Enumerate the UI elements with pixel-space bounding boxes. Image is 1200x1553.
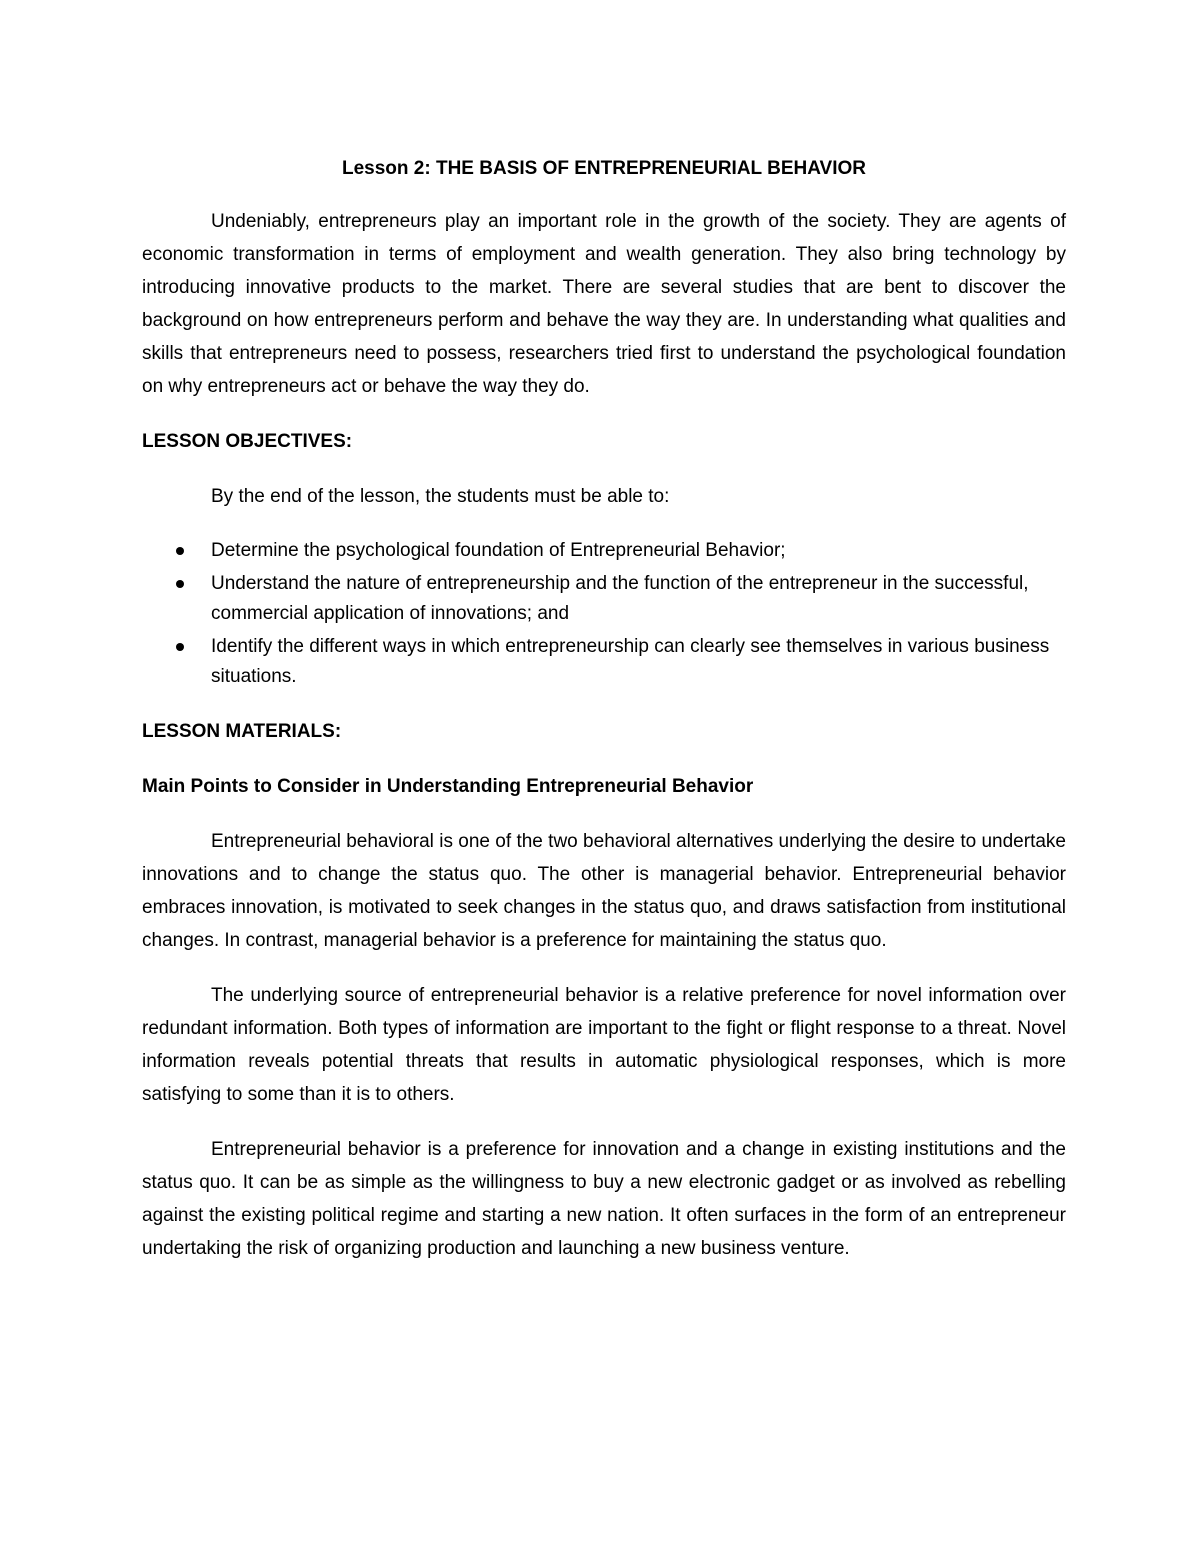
body-paragraph: Entrepreneurial behavioral is one of the two behavioral alternatives underlying the desire to undertake innovations and to change the status quo. The other is managerial behavior. Entrepreneurial behavior embraces innovation, is motivated to seek changes in the status quo, and draws satisfaction from institutional changes. In contrast, managerial behavior is a preference for maintaining the status quo. — [142, 831, 1066, 951]
bullet-icon — [176, 643, 184, 651]
objective-text: Identify the different ways in which entrepreneurship can clearly see themselves in various business situations. — [211, 636, 1050, 687]
document-body — [142, 152, 1066, 1265]
lesson-title: Lesson 2: THE BASIS OF ENTREPRENEURIAL BEHAVIOR — [342, 158, 866, 179]
list-item — [142, 569, 1066, 629]
bullet-icon — [176, 547, 184, 555]
objectives-heading: LESSON OBJECTIVES: — [142, 431, 353, 452]
body-paragraph: The underlying source of entrepreneurial behavior is a relative preference for novel information over redundant information. Both types of information are important to the fight or flight response to a threat. Novel information reveals potential threats that results in automatic physiological responses, which is more satisfying to some than it is to others. — [142, 985, 1066, 1105]
list-item — [142, 632, 1066, 692]
objective-text: Determine the psychological foundation of Entrepreneurial Behavior; — [211, 540, 786, 561]
intro-paragraph: Undeniably, entrepreneurs play an important role in the growth of the society. They are agents of economic transformation in terms of employment and wealth generation. They also bring technology by introducing innovative products to the market. There are several studies that are bent to discover the background on how entrepreneurs perform and behave the way they are. In understanding what qualities and skills that entrepreneurs need to possess, researchers tried first to understand the psychological foundation on why entrepreneurs act or behave the way they do. — [142, 211, 1066, 397]
objective-text: Understand the nature of entrepreneurship and the function of the entrepreneur in the successful, commercial application of innovations; and — [211, 573, 1029, 624]
objectives-list — [142, 536, 1066, 692]
list-item — [142, 536, 1066, 566]
objectives-lead: By the end of the lesson, the students must be able to: — [211, 486, 670, 507]
materials-heading: LESSON MATERIALS: — [142, 721, 342, 742]
bullet-icon — [176, 580, 184, 588]
section-heading: Main Points to Consider in Understanding Entrepreneurial Behavior — [142, 776, 754, 797]
body-paragraph: Entrepreneurial behavior is a preference for innovation and a change in existing institutions and the status quo. It can be as simple as the willingness to buy a new electronic gadget or as involved as rebelling against the existing political regime and starting a new nation. It often surfaces in the form of an entrepreneur undertaking the risk of organizing production and launching a new business venture. — [142, 1139, 1066, 1259]
